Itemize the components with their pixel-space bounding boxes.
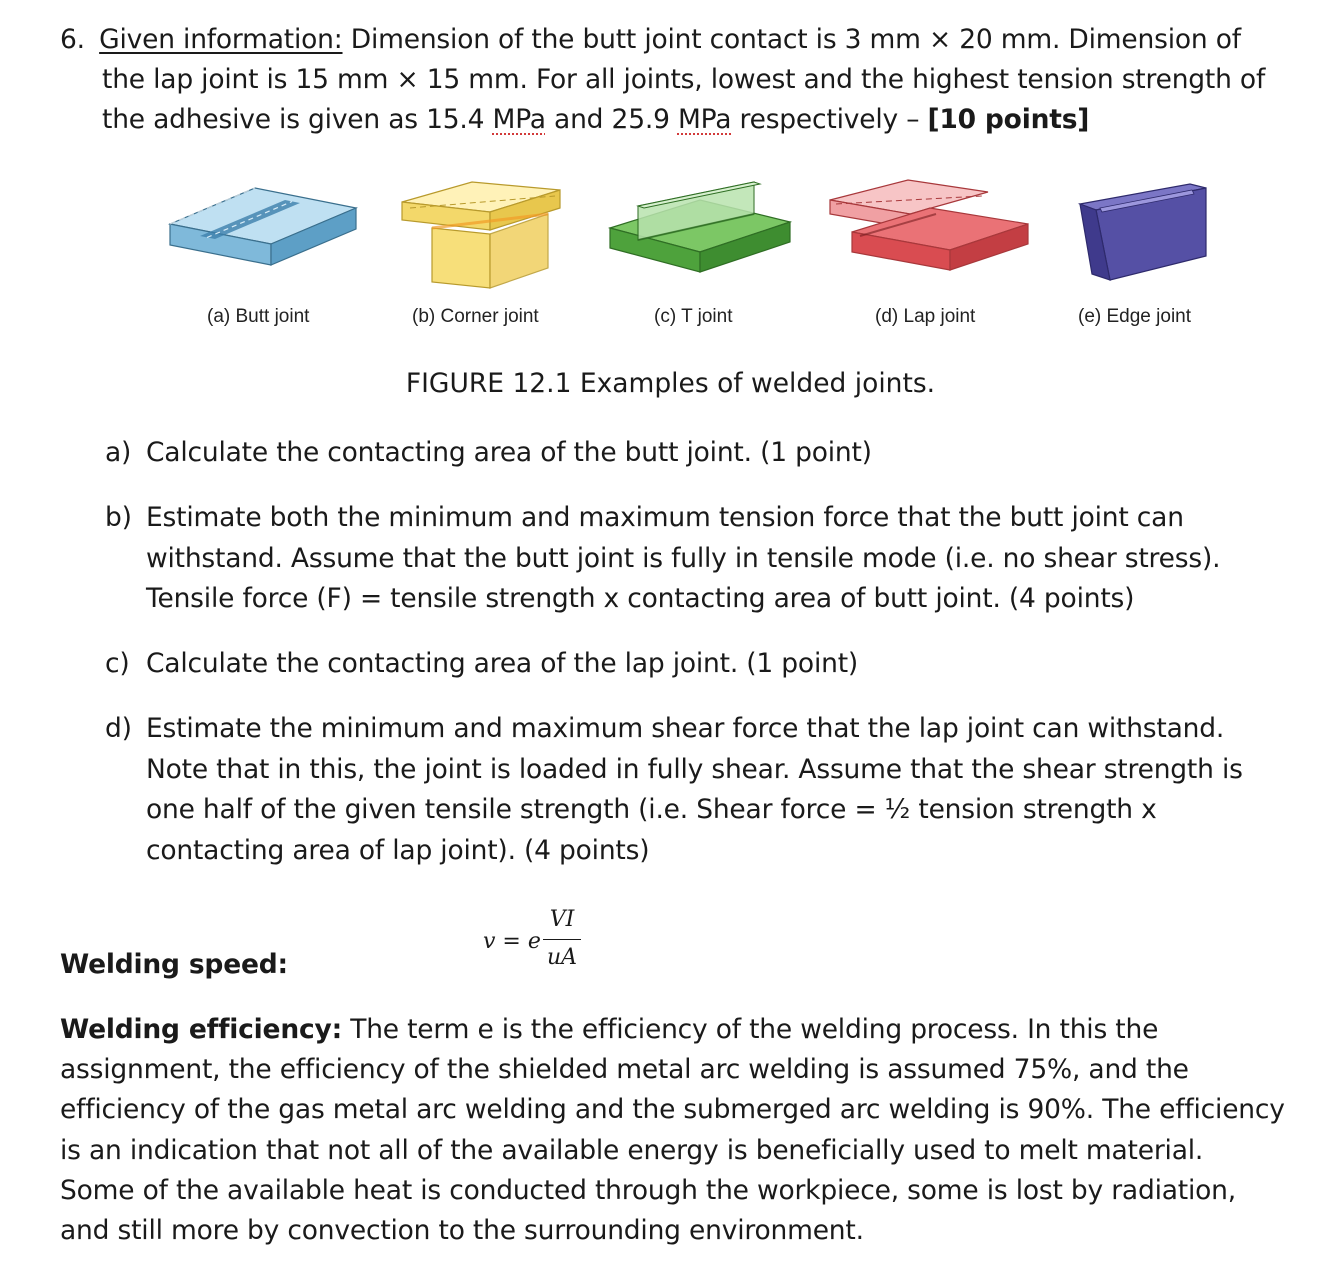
efficiency-line-5: Some of the available heat is conducted through the workpiece, some is lost by radiation, bbox=[60, 1174, 1236, 1206]
edge-joint-illustration bbox=[1080, 184, 1206, 280]
item-b-line-2: withstand. Assume that the butt joint is fully in tensile mode (i.e. no shear stress). bbox=[146, 542, 1221, 574]
unit-mpa-2: MPa bbox=[677, 104, 732, 135]
item-c-label: c) bbox=[105, 648, 130, 679]
item-d-line-3: one half of the given tensile strength (i.e. Shear force = ½ tension strength x bbox=[146, 794, 1157, 825]
welding-speed-label: Welding speed: bbox=[60, 949, 288, 980]
question-line-3 bbox=[102, 100, 1089, 140]
caption-t-joint: (c) T joint bbox=[654, 306, 733, 327]
efficiency-line-2: assignment, the efficiency of the shielded metal arc welding is assumed 75%, and the bbox=[60, 1054, 1189, 1086]
t-joint-illustration bbox=[610, 182, 790, 272]
efficiency-line-1 bbox=[60, 1010, 1285, 1050]
corner-joint-illustration bbox=[402, 182, 560, 288]
figure-title: FIGURE 12.1 Examples of welded joints. bbox=[405, 368, 936, 399]
efficiency-text-1: The term e is the efficiency of the welding process. In this the bbox=[341, 1014, 1159, 1045]
caption-edge-joint: (e) Edge joint bbox=[1078, 306, 1192, 327]
question-text-1: Dimension of the butt joint contact is 3 mm × 20 mm. Dimension of bbox=[342, 24, 1241, 55]
item-a-label: a) bbox=[105, 437, 132, 468]
points-label: [10 points] bbox=[927, 104, 1090, 135]
item-d-label: d) bbox=[105, 713, 132, 744]
lap-joint-illustration bbox=[830, 180, 1028, 270]
item-d-line-1: Estimate the minimum and maximum shear force that the lap joint can withstand. bbox=[146, 713, 1225, 744]
item-b-label: b) bbox=[105, 502, 132, 533]
question-number: 6. bbox=[60, 24, 85, 55]
caption-corner-joint: (b) Corner joint bbox=[412, 306, 539, 327]
unit-mpa-1: MPa bbox=[492, 104, 546, 135]
question-text-3b: and 25.9 bbox=[545, 104, 678, 135]
item-b-line-3: Tensile force (F) = tensile strength x contacting area of butt joint. (4 points) bbox=[146, 583, 1135, 614]
butt-joint-illustration bbox=[170, 188, 356, 265]
item-d-line-2: Note that in this, the joint is loaded in fully shear. Assume that the shear strength is bbox=[146, 753, 1243, 785]
item-d-line-4: contacting area of lap joint). (4 points) bbox=[146, 834, 650, 866]
welding-efficiency-paragraph bbox=[60, 1010, 1285, 1251]
item-a-line-1: Calculate the contacting area of the butt joint. (1 point) bbox=[146, 437, 872, 468]
question-text-2: the lap joint is 15 mm × 15 mm. For all joints, lowest and the highest tension strength of bbox=[102, 64, 1266, 95]
formula-lhs: v = e bbox=[483, 929, 541, 954]
formula-numerator: VI bbox=[549, 907, 575, 932]
caption-lap-joint: (d) Lap joint bbox=[875, 306, 976, 327]
item-c-line-1: Calculate the contacting area of the lap joint. (1 point) bbox=[146, 648, 859, 679]
question-line-1 bbox=[60, 20, 1241, 60]
item-b-line-1: Estimate both the minimum and maximum tension force that the butt joint can bbox=[146, 502, 1184, 533]
efficiency-line-6: and still more by convection to the surrounding environment. bbox=[60, 1215, 864, 1247]
question-text-3c: respectively – bbox=[731, 104, 928, 135]
welding-efficiency-label: Welding efficiency: bbox=[60, 1014, 342, 1045]
efficiency-line-3: efficiency of the gas metal arc welding and the submerged arc welding is 90%. The efficiency bbox=[60, 1094, 1285, 1126]
given-label: Given information: bbox=[99, 24, 343, 55]
formula-fraction-bar bbox=[543, 939, 581, 940]
efficiency-line-4: is an indication that not all of the available energy is beneficially used to melt material. bbox=[60, 1134, 1204, 1166]
formula-denominator: uA bbox=[546, 945, 578, 970]
question-text-3a: the adhesive is given as 15.4 bbox=[102, 104, 493, 135]
question-line-2 bbox=[102, 60, 1265, 100]
caption-butt-joint: (a) Butt joint bbox=[207, 306, 310, 327]
welding-speed-formula bbox=[483, 905, 593, 975]
